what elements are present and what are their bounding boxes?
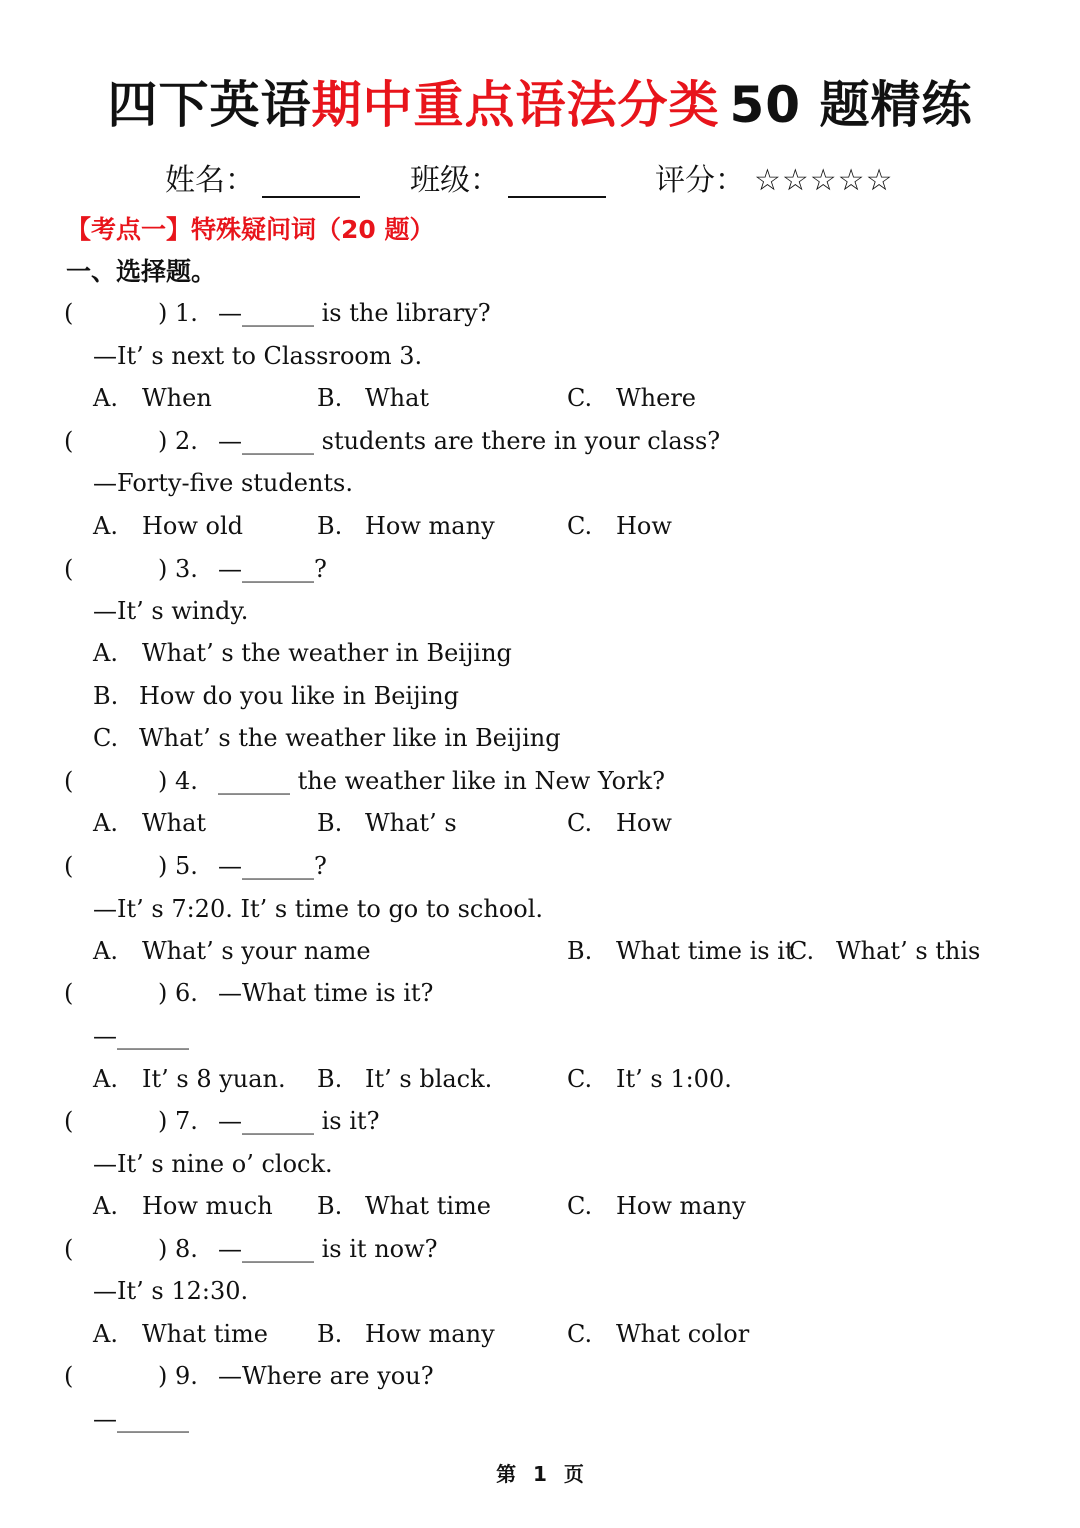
question-stem: —______ students are there in your class? (218, 427, 721, 455)
option-c-text[interactable]: What’ s this (836, 937, 981, 965)
name-label: 姓名： (165, 163, 255, 198)
option-c-letter: C. (93, 724, 119, 752)
student-info-row (0, 158, 1080, 204)
option-c-text[interactable]: How (616, 809, 672, 837)
option-b-letter: B. (317, 809, 343, 837)
option-c-letter: C. (567, 1320, 593, 1348)
response-text: —______ (93, 1022, 189, 1050)
question-stem: —Where are you? (218, 1362, 434, 1390)
response-text: —It’ s windy. (93, 597, 249, 625)
answer-bracket-open[interactable]: ( (64, 1107, 74, 1135)
question-2-response (0, 462, 1080, 504)
page-title (0, 70, 1080, 140)
question-6 (0, 972, 1080, 1014)
option-a-letter: A. (93, 1192, 118, 1220)
response-text: —It’ s next to Classroom 3. (93, 342, 423, 370)
option-b-text[interactable]: How do you like in Beijing (139, 682, 460, 710)
option-b-letter: B. (317, 1192, 343, 1220)
class-label: 班级： (410, 163, 500, 198)
option-a-letter: A. (93, 809, 118, 837)
option-b-letter: B. (317, 384, 343, 412)
option-b-text[interactable]: How many (365, 512, 495, 540)
option-b-text[interactable]: What time (365, 1192, 491, 1220)
name-blank[interactable] (262, 158, 360, 198)
option-a-letter: A. (93, 1065, 118, 1093)
question-1-options (0, 377, 1080, 419)
answer-bracket-open[interactable]: ( (64, 1362, 74, 1390)
question-6-options (0, 1058, 1080, 1100)
question-4 (0, 760, 1080, 802)
page-label-pre: 第 (496, 1462, 517, 1486)
page-number: 1 (533, 1462, 547, 1486)
response-text: —It’ s nine o’ clock. (93, 1150, 333, 1178)
question-number: ) 3. (158, 555, 198, 583)
question-8-options (0, 1313, 1080, 1355)
question-8-response (0, 1270, 1080, 1312)
question-number: ) 6. (158, 979, 198, 1007)
page-label-post: 页 (563, 1462, 584, 1486)
option-b-letter: B. (317, 1320, 343, 1348)
title-grade: 四下英语 (107, 76, 312, 134)
option-a-text[interactable]: When (142, 384, 212, 412)
question-3-response (0, 590, 1080, 632)
answer-bracket-open[interactable]: ( (64, 852, 74, 880)
option-c-letter: C. (567, 512, 593, 540)
answer-bracket-open[interactable]: ( (64, 299, 74, 327)
option-b-text[interactable]: How many (365, 1320, 495, 1348)
answer-bracket-open[interactable]: ( (64, 767, 74, 795)
question-1-response (0, 335, 1080, 377)
option-c-text[interactable]: How (616, 512, 672, 540)
option-c-text[interactable]: What color (616, 1320, 750, 1348)
question-number: ) 4. (158, 767, 198, 795)
page-footer (0, 1458, 1080, 1487)
option-a-text[interactable]: How much (142, 1192, 273, 1220)
option-a-letter: A. (93, 937, 118, 965)
question-2-options (0, 505, 1080, 547)
option-c-text[interactable]: What’ s the weather like in Beijing (139, 724, 561, 752)
option-c-text[interactable]: Where (616, 384, 697, 412)
question-stem: ______ the weather like in New York? (218, 767, 665, 795)
question-5-response (0, 888, 1080, 930)
response-text: —It’ s 7:20. It’ s time to go to school. (93, 895, 544, 923)
option-b-text[interactable]: What time is it (616, 937, 795, 965)
question-stem: —______ is it now? (218, 1235, 438, 1263)
question-4-options (0, 802, 1080, 844)
answer-bracket-open[interactable]: ( (64, 427, 74, 455)
score-label: 评分： (655, 163, 745, 198)
question-number: ) 5. (158, 852, 198, 880)
class-blank[interactable] (508, 158, 606, 198)
option-a-letter: A. (93, 639, 118, 667)
option-c-text[interactable]: It’ s 1:00. (616, 1065, 732, 1093)
title-topic: 期中重点语法分类 (311, 76, 720, 134)
question-number: ) 9. (158, 1362, 198, 1390)
question-3-option-c (0, 717, 1080, 759)
part-heading: 一、选择题。 (66, 257, 217, 286)
question-8 (0, 1228, 1080, 1270)
option-a-letter: A. (93, 512, 118, 540)
question-stem: —______ is it? (218, 1107, 380, 1135)
question-number: ) 7. (158, 1107, 198, 1135)
option-c-letter: C. (567, 1065, 593, 1093)
option-c-letter: C. (567, 1192, 593, 1220)
question-7-response (0, 1143, 1080, 1185)
question-5-options (0, 930, 1080, 972)
option-c-letter: C. (789, 937, 815, 965)
option-b-letter: B. (93, 682, 119, 710)
question-stem: —______? (218, 555, 327, 583)
option-b-text[interactable]: What (365, 384, 430, 412)
option-a-letter: A. (93, 1320, 118, 1348)
option-b-text[interactable]: What’ s (365, 809, 457, 837)
question-number: ) 1. (158, 299, 198, 327)
option-a-text[interactable]: It’ s 8 yuan. (142, 1065, 286, 1093)
option-b-letter: B. (567, 937, 593, 965)
question-3-option-b (0, 675, 1080, 717)
question-7 (0, 1100, 1080, 1142)
question-stem: —______? (218, 852, 327, 880)
answer-bracket-open[interactable]: ( (64, 555, 74, 583)
section-heading: 【考点一】特殊疑问词（20 题） (66, 215, 435, 244)
answer-bracket-open[interactable]: ( (64, 1235, 74, 1263)
question-3-option-a (0, 632, 1080, 674)
option-c-letter: C. (567, 809, 593, 837)
option-a-text[interactable]: What’ s your name (142, 937, 371, 965)
option-c-letter: C. (567, 384, 593, 412)
question-stem: —______ is the library? (218, 299, 491, 327)
option-a-text[interactable]: What’ s the weather in Beijing (142, 639, 512, 667)
question-stem: —What time is it? (218, 979, 434, 1007)
question-6-response (0, 1015, 1080, 1057)
question-1 (0, 292, 1080, 334)
score-stars: ☆☆☆☆☆ (754, 163, 894, 198)
option-b-letter: B. (317, 1065, 343, 1093)
question-7-options (0, 1185, 1080, 1227)
title-count: 50 题精练 (729, 76, 973, 134)
option-a-text[interactable]: How old (142, 512, 244, 540)
option-b-text[interactable]: It’ s black. (365, 1065, 493, 1093)
response-text: —It’ s 12:30. (93, 1277, 249, 1305)
option-c-text[interactable]: How many (616, 1192, 746, 1220)
answer-bracket-open[interactable]: ( (64, 979, 74, 1007)
response-text: —Forty-five students. (93, 469, 354, 497)
question-3 (0, 548, 1080, 590)
question-5 (0, 845, 1080, 887)
question-number: ) 2. (158, 427, 198, 455)
question-number: ) 8. (158, 1235, 198, 1263)
option-a-text[interactable]: What time (142, 1320, 268, 1348)
option-a-text[interactable]: What (142, 809, 207, 837)
response-text: —______ (93, 1405, 189, 1433)
question-9 (0, 1355, 1080, 1397)
option-a-letter: A. (93, 384, 118, 412)
question-9-response (0, 1398, 1080, 1440)
option-b-letter: B. (317, 512, 343, 540)
question-2 (0, 420, 1080, 462)
